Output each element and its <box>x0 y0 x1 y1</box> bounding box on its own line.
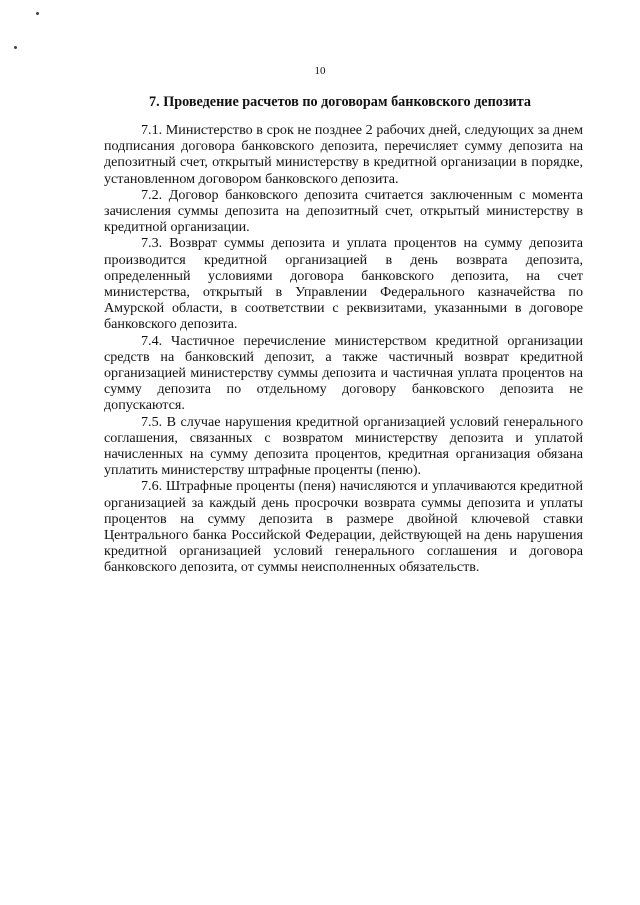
paragraph-7-3: 7.3. Возврат суммы депозита и уплата процентов на сумму депозита производится кредитной организацией в день возврата депозита, определенный условиями договора банковского депозита, на счет министерства, открытый в Управлении Федерального казначейства по Амурской области, в соответствии с реквизитами, указанными в договоре банковского депозита. <box>104 235 583 333</box>
document-body <box>104 122 583 576</box>
paragraph-7-4: 7.4. Частичное перечисление министерством кредитной организации средств на банковский депозит, а также частичный возврат кредитной организацией министерству суммы депозита и частичная уплата процентов на сумму депозита по отдельному договору банковского депозита не допускаются. <box>104 332 583 414</box>
paragraph-7-1: 7.1. Министерство в срок не позднее 2 рабочих дней, следующих за днем подписания договора банковского депозита, перечисляет сумму депозита на депозитный счет, открытый министерству в кредитной организации в порядке, установленном договором банковского депозита. <box>104 122 583 187</box>
section-heading: 7. Проведение расчетов по договорам банковского депозита <box>149 94 531 110</box>
scan-speck-top <box>36 12 39 15</box>
paragraph-7-2: 7.2. Договор банковского депозита считается заключенным с момента зачисления суммы депозита на депозитный счет, открытый министерству в кредитной организации. <box>104 186 583 236</box>
page-number: 10 <box>314 65 326 77</box>
paragraph-7-6: 7.6. Штрафные проценты (пеня) начисляются и уплачиваются кредитной организацией за каждый день просрочки возврата суммы депозита и уплаты процентов на сумму депозита в размере двойной ключевой ставки Центрального банка Российской Федерации, действующей на день нарушения кредитной организацией условий генерального соглашения и договора банковского депозита, от суммы неисполненных обязательств. <box>104 478 583 576</box>
paragraph-7-5: 7.5. В случае нарушения кредитной организацией условий генерального соглашения, связанных с возвратом министерству депозита и уплатой начисленных на сумму депозита процентов, кредитная организация обязана уплатить министерству штрафные проценты (пеню). <box>104 413 583 479</box>
scan-speck-left <box>14 46 17 49</box>
